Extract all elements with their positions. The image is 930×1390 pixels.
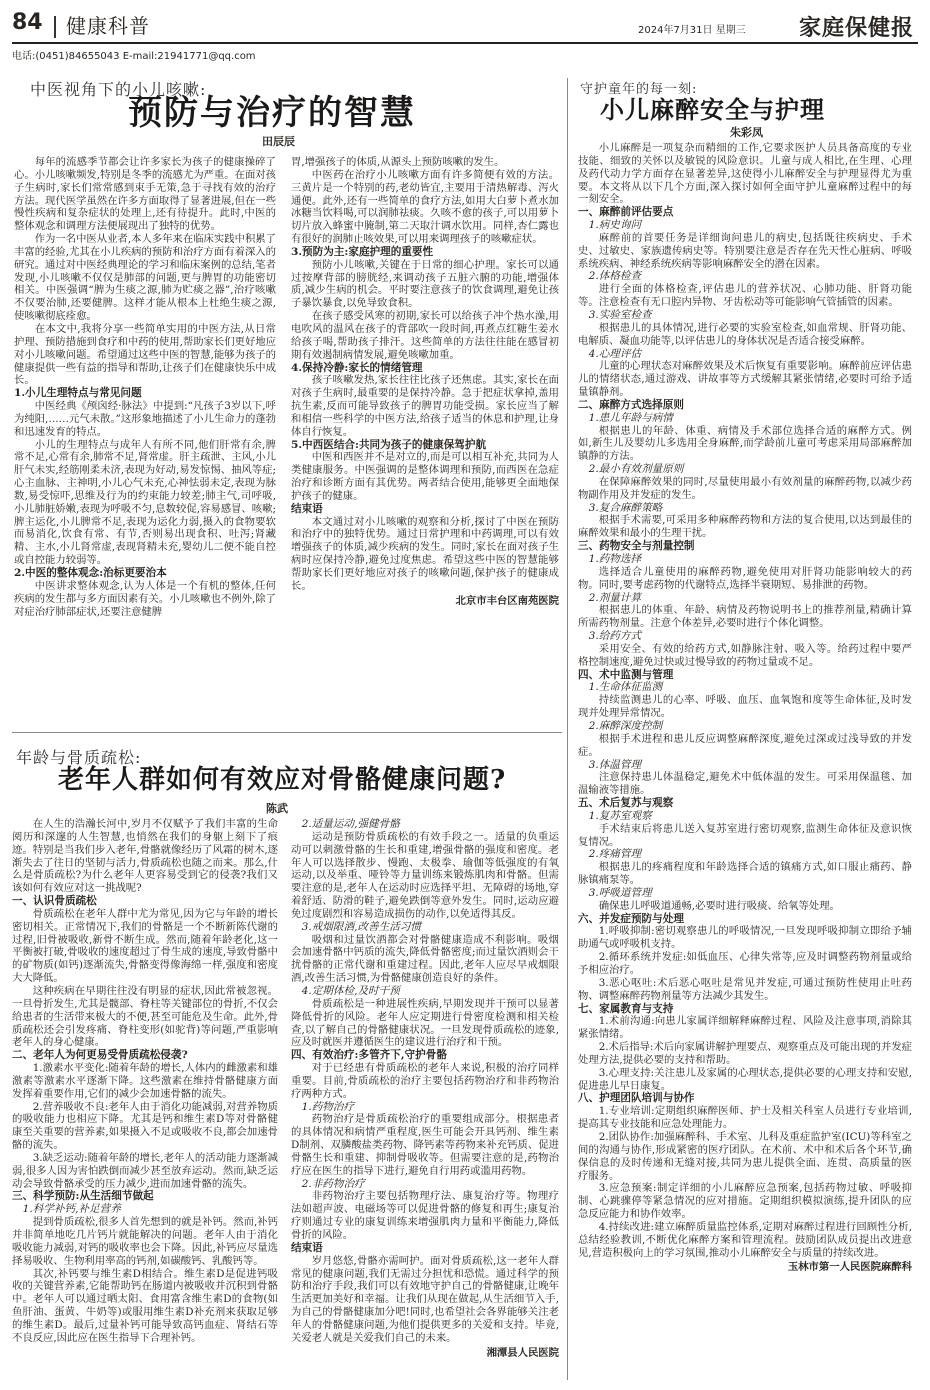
subheading: 七、家属教育与支持 (578, 1002, 674, 1015)
column-divider (567, 78, 568, 1380)
paragraph: 在本文中,我将分享一些简单实用的中医方法,从日常护理、预防措施到食疗和中药的使用,帮助家长们更好地应对小儿咳嗽问题。希望通过这些中医的智慧,能够为孩子的健康提供一些有益的指导和帮助,让孩子们在健康快乐中成长。 (14, 322, 276, 387)
paragraph: 胃,增强孩子的体质,从源头上预防咳嗽的发生。 (291, 156, 505, 168)
paragraph: 根据手术需要,可采用多种麻醉药物和方法的复合使用,以达到最佳的麻醉效果和最小的生理干扰。 (578, 514, 912, 540)
paragraph: 手术结束后将患儿送入复苏室进行密切观察,监测生命体征及意识恢复情况。 (578, 822, 912, 848)
paragraph: 本文通过对小儿咳嗽的观察和分析,探讨了中医在预防和治疗中的独特优势。通过日常护理和中药调理,可以有效增强孩子的体质,减少疾病的发生。同时,家长在面对孩子生病时应保持冷静,避免过度焦虑。希望这些中医的智慧能够帮助家长们更好地应对孩子的咳嗽问题,保护孩子的健康成长。 (291, 515, 559, 592)
paragraph: 其次,补钙要与维生素D相结合。维生素D是促进钙吸收的关键营养素,它能帮助钙在肠道内被吸收并沉积到骨骼中。老年人可以通过晒太阳、食用富含维生素D的食物(如鱼肝油、蛋黄、牛奶等)或服用维生素D补充剂来获取足够的维生素D。最后,过量补钙可能导致高钙血症、肾结石等不良反应,因此应在医生指导下合理补钙。 (12, 1267, 278, 1344)
issue-date: 2024年7月31日 星期三 (638, 25, 746, 36)
sub-subheading: 2.体格检查 (588, 270, 642, 283)
paragraph: 小儿麻醉是一项复杂而精细的工作,它要求医护人员具备高度的专业技能、细致的关怀以及敏锐的风险意识。儿童与成人相比,在生理、心理及药代动力学方面存在显著差异,这使得小儿麻醉安全与护理显得尤为重要。本文将从以下几个方面,深入探讨如何全面守护儿童麻醉过程中的每一刻安全。 (578, 142, 912, 206)
article-title: 老年人群如何有效应对骨骼健康问题? (58, 765, 507, 795)
paragraph: 对于已经患有骨质疏松的老年人来说,积极的治疗同样重要。目前,骨质疏松的治疗主要包括药物治疗和非药物治疗两种方式。 (291, 1062, 559, 1100)
paragraph: 选择适合儿童使用的麻醉药物,避免使用对肝肾功能影响较大的药物。同时,要考虑药物的代谢特点,选择半衰期短、易排泄的药物。 (578, 565, 912, 591)
subheading: 四、术中监测与管理 (578, 668, 674, 681)
paragraph: 1.专业培训:定期组织麻醉医师、护士及相关科室人员进行专业培训,提高其专业技能和应急处理能力。 (578, 1105, 912, 1131)
subheading: 结束语 (291, 502, 323, 515)
paragraph: 根据患儿的体重、年龄、病情及药物说明书上的推荐剂量,精确计算所需药物剂量。注意个体差异,必要时进行个体化调整。 (578, 604, 912, 630)
article-kicker: 中医视角下的小儿咳嗽: (30, 80, 207, 99)
paragraph: 1.呼吸抑制:密切观察患儿的呼吸情况,一旦发现呼吸抑制立即给予辅助通气或呼吸机支持。 (578, 925, 912, 951)
paragraph: 在保障麻醉效果的同时,尽量使用最小有效剂量的麻醉药物,以减少药物副作用及并发症的发生。 (578, 475, 912, 501)
page-number: 84 (12, 10, 43, 35)
subheading: 八、护理团队培训与协作 (578, 1092, 695, 1105)
paragraph: 2.团队协作:加强麻醉科、手术室、儿科及重症监护室(ICU)等科室之间的沟通与协作,形成紧密的医疗团队。在术前、术中和术后各个环节,确保信息的及时传递和无缝对接,共同为患儿提供全面、连贯、高质量的医疗服务。 (578, 1130, 912, 1182)
subheading: 二、老年人为何更易受骨质疏松侵袭? (12, 1049, 188, 1062)
sub-subheading: 3.实验室检查 (588, 308, 652, 321)
paragraph: 根据患儿的疼痛程度和年龄选择合适的镇痛方式,如口服止痛药、静脉镇痛泵等。 (578, 861, 912, 887)
sub-subheading: 1.病史询问 (588, 219, 642, 232)
contact-info: 电话:(0451)84655043 E-mail:21941771@qq.com (12, 51, 256, 62)
paragraph: 运动是预防骨质疏松的有效手段之一。适量的负重运动可以刺激骨骼的生长和重建,增强骨骼的强度和密度。老年人可以选择散步、慢跑、太极拳、瑜伽等低强度的有氧运动,以及举重、哑铃等力量训练来锻炼肌肉和骨骼。但需要注意的是,老年人在运动时应选择平坦、无障碍的场地,穿着舒适、防滑的鞋子,避免跌倒等意外发生。同时,运动应避免过度剧烈和容易造成损伤的动作,以免适得其反。 (291, 830, 559, 920)
article-title: 预防与治疗的智慧 (128, 93, 416, 133)
sub-subheading: 1.复苏室观察 (588, 809, 652, 822)
paragraph: 中医和西医并不是对立的,而是可以相互补充,共同为人类健康服务。中医强调的是整体调理和预防,而西医在急症治疗和诊断方面有其优势。两者结合使用,能够更全面地保护孩子的健康。 (291, 451, 559, 502)
paragraph: 2.营养吸收不良:老年人由于消化功能减弱,对营养物质的吸收能力也相应下降。尤其是钙和维生素D等对骨骼健康至关重要的营养素,如果摄入不足或吸收不良,都会加速骨骼的流失。 (12, 1100, 278, 1152)
sub-subheading: 2.最小有效剂量原则 (588, 463, 684, 476)
subheading: 1.小儿生理特点与常见问题 (14, 387, 142, 400)
paragraph: 麻醉前的首要任务是详细询问患儿的病史,包括既往疾病史、手术史、过敏史、家族遗传病史等。特别要注意是否存在先天性心脏病、呼吸系统疾病、神经系统疾病等影响麻醉安全的潜在因素。 (578, 231, 912, 270)
sub-subheading: 1.生命体征监测 (588, 681, 663, 694)
paragraph: 持续监测患儿的心率、呼吸、血压、血氧饱和度等生命体征,及时发现并处理异常情况。 (578, 694, 912, 720)
paragraph: 采用安全、有效的给药方式,如静脉注射、吸入等。给药过程中要严格控制速度,避免过快或过慢导致的药物过量或不足。 (578, 642, 912, 668)
paragraph: 骨质疏松是一种进展性疾病,早期发现并干预可以显著降低骨折的风险。老年人应定期进行骨密度检测和相关检查,以了解自己的骨骼健康状况。一旦发现骨质疏松的迹象,应及时就医并遵循医生的建议进行治疗和干预。 (291, 997, 559, 1049)
paragraph: 在孩子感受风寒的初期,家长可以给孩子冲个热水澡,用电吹风的温风在孩子的背部吹一段时间,再煮点红糖生姜水给孩子喝,帮助孩子排汗。这些简单的方法往往能在感冒初期有效遏制病情发展,避免咳嗽加重。 (291, 310, 559, 361)
paragraph: 提到骨质疏松,很多人首先想到的就是补钙。然而,补钙并非简单地吃几片钙片就能解决的问题。老年人由于消化吸收能力减弱,对钙的吸收率也会下降。因此,补钙应尽量选择易吸收、生物利用率高的钙剂,如碳酸钙、乳酸钙等。 (12, 1216, 278, 1267)
paragraph: 孩子咳嗽发热,家长往往比孩子还焦虑。其实,家长在面对孩子生病时,最重要的是保持冷静。急于把症状拿掉,盖用抗生素,反而可能导致孩子的脾胃功能受损。家长应当了解和相信一些科学的中医方法,给孩子适当的休息和护理,让身体自行恢复。 (291, 374, 559, 438)
paragraph: 根据患儿的年龄、体重、病情及手术部位选择合适的麻醉方式。例如,新生儿及婴幼儿多选用全身麻醉,而学龄前儿童可考虑采用局部麻醉加镇静的方法。 (578, 424, 912, 463)
subheading: 5.中西医结合:共同为孩子的健康保驾护航 (291, 438, 487, 451)
article-body-column (291, 818, 559, 1386)
sub-subheading: 1.药物选择 (588, 553, 642, 565)
header-separator (54, 16, 56, 38)
paragraph: 根据患儿的具体情况,进行必要的实验室检查,如血常规、肝肾功能、电解质、凝血功能等,以评估患儿的身体状况是否适合接受麻醉。 (578, 321, 912, 347)
subheading: 4.保持冷静:家长的情绪管理 (291, 361, 423, 374)
paragraph: 在人生的浩瀚长河中,岁月不仅赋予了我们丰富的生命阅历和深邃的人生智慧,也悄然在我们的身躯上刻下了痕迹。特别是当我们步入老年,骨骼就像经历了风霜的树木,逐渐失去了往日的坚韧与活力,骨质疏松也随之而来。那么,什么是骨质疏松?为什么老年人更容易受到它的侵袭?我们又该如何有效应对这一挑战呢? (12, 818, 278, 895)
article-body-column (578, 142, 912, 1382)
paragraph: 这种疾病在早期往往没有明显的症状,因此常被忽视。一旦骨折发生,尤其是髋部、脊柱等关键部位的骨折,不仅会给患者的生活带来极大的不便,甚至可能危及生命。此外,骨质疏松还会引发疼痛、脊柱变形(如驼背)等问题,严重影响老年人的身心健康。 (12, 984, 278, 1049)
sub-subheading: 2.疼痛管理 (588, 848, 642, 861)
paragraph: 3.应急预案:制定详细的小儿麻醉应急预案,包括药物过敏、呼吸抑制、心跳骤停等紧急情况的应对措施。定期组织模拟演练,提升团队的应急反应能力和协作效率。 (578, 1182, 912, 1221)
subheading: 一、认识骨质疏松 (12, 895, 97, 908)
subheading: 结束语 (291, 1241, 323, 1254)
subheading: 一、麻醉前评估要点 (578, 206, 674, 219)
paragraph: 药物治疗是骨质疏松治疗的重要组成部分。根据患者的具体情况和病情严重程度,医生可能会开具钙剂、维生素D制剂、双膦酸盐类药物、降钙素等药物来补充钙质、促进骨骼生长和重建、抑制骨吸收等。但需要注意的是,药物治疗应在医生的指导下进行,避免自行用药或滥用药物。 (291, 1113, 559, 1177)
paragraph: 3.恶心呕吐:术后恶心呕吐是常见并发症,可通过预防性使用止吐药物、调整麻醉药物剂量等方法减少其发生。 (578, 976, 912, 1002)
header-rule (12, 42, 918, 44)
sub-subheading: 4.心理评估 (588, 347, 642, 360)
sub-subheading: 3.复合麻醉策略 (588, 501, 663, 514)
paragraph: 作为一名中医从业者,本人多年来在临床实践中积累了丰富的经验,尤其在小儿疾病的预防和治疗方面有着深入的研究。通过对中医经典理论的学习和临床案例的总结,笔者发现,小儿咳嗽不仅仅是肺部的问题,更与脾胃的功能密切相关。中医强调“脾为生痰之源,肺为贮痰之器”,治疗咳嗽不仅要治肺,还要健脾。这样才能从根本上杜绝生痰之源,使咳嗽彻底痊愈。 (14, 233, 276, 323)
sub-subheading: 3.戒烟限酒,改善生活习惯 (301, 920, 422, 933)
article-body-column (291, 156, 559, 730)
sub-subheading: 1.患儿年龄与病情 (588, 411, 673, 424)
sub-subheading: 2.剂量计算 (588, 591, 642, 604)
article-title: 小儿麻醉安全与护理 (600, 95, 825, 124)
article-author: 陈武 (266, 802, 288, 815)
paragraph: 中医讲求整体观念,认为人体是一个有机的整体,任何疾病的发生都与多方面因素有关。小儿咳嗽也不例外,除了对症治疗肺部症状,还要注意健脾 (14, 579, 276, 618)
author-affiliation: 湘潭县人民医院 (486, 1346, 559, 1359)
paragraph: 1.激素水平变化:随着年龄的增长,人体内的雌激素和雄激素等激素水平逐渐下降。这些激素在维持骨骼健康方面发挥着重要作用,它们的减少会加速骨骼的流失。 (12, 1062, 278, 1100)
article-author: 朱彩凤 (730, 126, 763, 139)
paragraph: 2.循环系统并发症:如低血压、心律失常等,应及时调整药物剂量或给予相应治疗。 (578, 951, 912, 976)
paragraph: 进行全面的体格检查,评估患儿的营养状况、心肺功能、肝肾功能等。注意检查有无口腔内异物、牙齿松动等可能影响气管插管的因素。 (578, 283, 912, 309)
paragraph: 预防小儿咳嗽,关键在于日常的细心护理。家长可以通过按摩背部的膀胱经,来调动孩子五脏六腑的功能,增强体质,减少生病的机会。平时要注意孩子的饮食调理,避免让孩子暴饮暴食,以免导致食积。 (291, 258, 559, 310)
paragraph: 中医药在治疗小儿咳嗽方面有许多简便有效的方法。三黄片是一个特别的药,老幼皆宜,主要用于清热解毒、泻火通便。此外,还有一些简单的食疗方法,如用大白萝卜煮水加冰糖当饮料喝,可以润肺祛痰。久咳不愈的孩子,可以用萝卜切片放入蜂蜜中腌制,第二天取汁调水饮用。同样,杏仁露也有很好的润肺止咳效果,可以用来调理孩子的咳嗽症状。 (291, 168, 559, 246)
paragraph: 注意保持患儿体温稳定,避免术中低体温的发生。可采用保温毯、加温输液等措施。 (578, 771, 912, 797)
paragraph: 4.持续改进:建立麻醉质量监控体系,定期对麻醉过程进行回顾性分析,总结经验教训,不断优化麻醉方案和管理流程。鼓励团队成员提出改进意见,营造积极向上的学习氛围,推动小儿麻醉安全与质量的持续改进。 (578, 1220, 912, 1259)
article-body-column (14, 156, 276, 724)
paragraph: 岁月悠悠,骨骼亦需呵护。面对骨质疏松,这一老年人群常见的健康问题,我们无需过分担忧和恐慌。通过科学的预防和治疗手段,我们可以有效地守护自己的骨骼健康,让晚年生活更加美好和幸福。让我们从现在做起,从生活细节入手,为自己的骨骼健康加分吧!同时,也希望社会各界能够关注老年人的骨骼健康问题,为他们提供更多的关爱和支持。毕竟,关爱老人就是关爱我们自己的未来。 (291, 1254, 559, 1344)
subheading: 2.中医的整体观念:治标更要治本 (14, 567, 167, 579)
paragraph: 3.缺乏运动:随着年龄的增长,老年人的活动能力逐渐减弱,很多人因为害怕跌倒而减少甚至放弃运动。然而,缺乏运动会导致骨骼承受的压力减少,进而加速骨骼的流失。 (12, 1151, 278, 1190)
paragraph: 确保患儿呼吸道通畅,必要时进行吸痰、给氧等处理。 (598, 899, 840, 912)
article-author: 田辰辰 (262, 135, 295, 148)
paragraph: 小儿的生理特点与成年人有所不同,他们肝常有余,脾常不足,心常有余,肺常不足,肾常虚。肝主疏泄、主风,小儿肝气未实,经筋刚柔未济,表现为好动,易发惊惕、抽风等症;心主血脉、主神明,小儿心气未充,心神怯弱未定,表现为脉数,易受惊吓,思维及行为的约束能力较差;肺主气,司呼吸,小儿肺脏娇嫩,表现为呼吸不匀,息数较促,容易感冒、咳嗽;脾主运化,小儿脾常不足,表现为运化力弱,摄入的食物要软而易消化,饮食有常、有节,否则易出现食积、吐泻;肾藏精、主水,小儿肾常虚,表现肾精未充,婴幼儿二便不能自控或自控能力较弱等。 (14, 438, 276, 567)
subheading: 三、药物安全与剂量控制 (578, 540, 695, 553)
author-affiliation: 北京市丰台区南苑医院 (455, 594, 559, 607)
sub-subheading: 2.非药物治疗 (301, 1177, 365, 1190)
sub-subheading: 1.药物治疗 (301, 1100, 355, 1113)
paragraph: 根据手术进程和患儿反应调整麻醉深度,避免过深或过浅导致的并发症。 (578, 732, 912, 758)
sub-subheading: 1.科学补钙,补足营养 (22, 1203, 121, 1216)
subheading: 五、术后复苏与观察 (578, 797, 674, 810)
sub-subheading: 4.定期体检,及时干预 (301, 984, 400, 997)
page-header (12, 8, 918, 66)
sub-subheading: 3.体温管理 (588, 758, 642, 771)
subheading: 二、麻醉方式选择原则 (578, 398, 684, 411)
article-divider (12, 732, 562, 733)
article-body-column (12, 818, 278, 1386)
paragraph: 儿童的心理状态对麻醉效果及术后恢复有重要影响。麻醉前应评估患儿的情绪状态,通过游戏、讲故事等方式缓解其紧张情绪,必要时可给予适量镇静剂。 (578, 360, 912, 399)
paragraph: 骨质疏松在老年人群中尤为常见,因为它与年龄的增长密切相关。正常情况下,我们的骨骼是一个不断新陈代谢的过程,旧骨被吸收,新骨不断生成。然而,随着年龄老化,这一平衡被打破,骨吸收的速度超过了骨生成的速度,导致骨骼中的矿物质(如钙)逐渐流失,骨骼变得像海绵一样,强度和密度大大降低。 (12, 907, 278, 985)
article-kicker: 守护童年的每一刻: (580, 82, 698, 97)
paragraph: 每年的流感季节都会让许多家长为孩子的健康操碎了心。小儿咳嗽频发,特别是冬季的流感尤为严重。在面对孩子生病时,家长们常常感到束手无策,急于寻找有效的治疗方法。现代医学虽然在许多方面取得了显著进展,但在一些慢性疾病和复杂症状的处理上,还有待提升。此时,中医的整体观念和调理方法便展现出了独特的优势。 (14, 156, 276, 233)
sub-subheading: 3.呼吸道管理 (588, 886, 652, 899)
paragraph: 非药物治疗主要包括物理疗法、康复治疗等。物理疗法如超声波、电磁场等可以促进骨骼的修复和再生;康复治疗则通过专业的康复训练来增强肌肉力量和平衡能力,降低骨折的风险。 (291, 1190, 559, 1241)
article-kicker: 年龄与骨质疏松: (16, 748, 142, 767)
paragraph: 2.术后指导:术后向家属讲解护理要点、观察重点及可能出现的并发症处理方法,提供必要的支持和帮助。 (578, 1041, 913, 1066)
newspaper-name: 家庭保健报 (798, 15, 914, 41)
sub-subheading: 2.适量运动,强健骨骼 (301, 818, 400, 830)
paragraph: 吸烟和过量饮酒都会对骨骼健康造成不利影响。吸烟会加速骨骼中钙质的流失,降低骨骼密度;而过量饮酒则会干扰骨骼的正常代谢和重建过程。因此,老年人应尽早戒烟限酒,改善生活习惯,为骨骼健康创造良好的条件。 (291, 933, 559, 985)
subheading: 三、科学预防:从生活细节做起 (12, 1190, 154, 1203)
paragraph: 3.心理支持:关注患儿及家属的心理状态,提供必要的心理支持和安慰,促进患儿早日康复。 (578, 1066, 912, 1092)
subheading: 六、并发症预防与处理 (578, 912, 684, 925)
section-title: 健康科普 (66, 14, 150, 38)
author-affiliation: 玉林市第一人民医院麻醉科 (787, 1261, 912, 1274)
paragraph: 中医经典《颅囟经·脉法》中提到:“凡孩子3岁以下,呼为纯阳,……元气未散。”这形象地描述了小儿生命力的蓬勃和迅速发育的特点。 (14, 400, 276, 438)
subheading: 3.预防为主:家庭护理的重要性 (291, 245, 434, 258)
sub-subheading: 3.给药方式 (588, 630, 642, 643)
subheading: 四、有效治疗:多管齐下,守护骨骼 (291, 1049, 447, 1062)
paragraph: 1.术前沟通:向患儿家属详细解释麻醉过程、风险及注意事项,消除其紧张情绪。 (578, 1015, 912, 1041)
sub-subheading: 2.麻醉深度控制 (588, 719, 663, 732)
